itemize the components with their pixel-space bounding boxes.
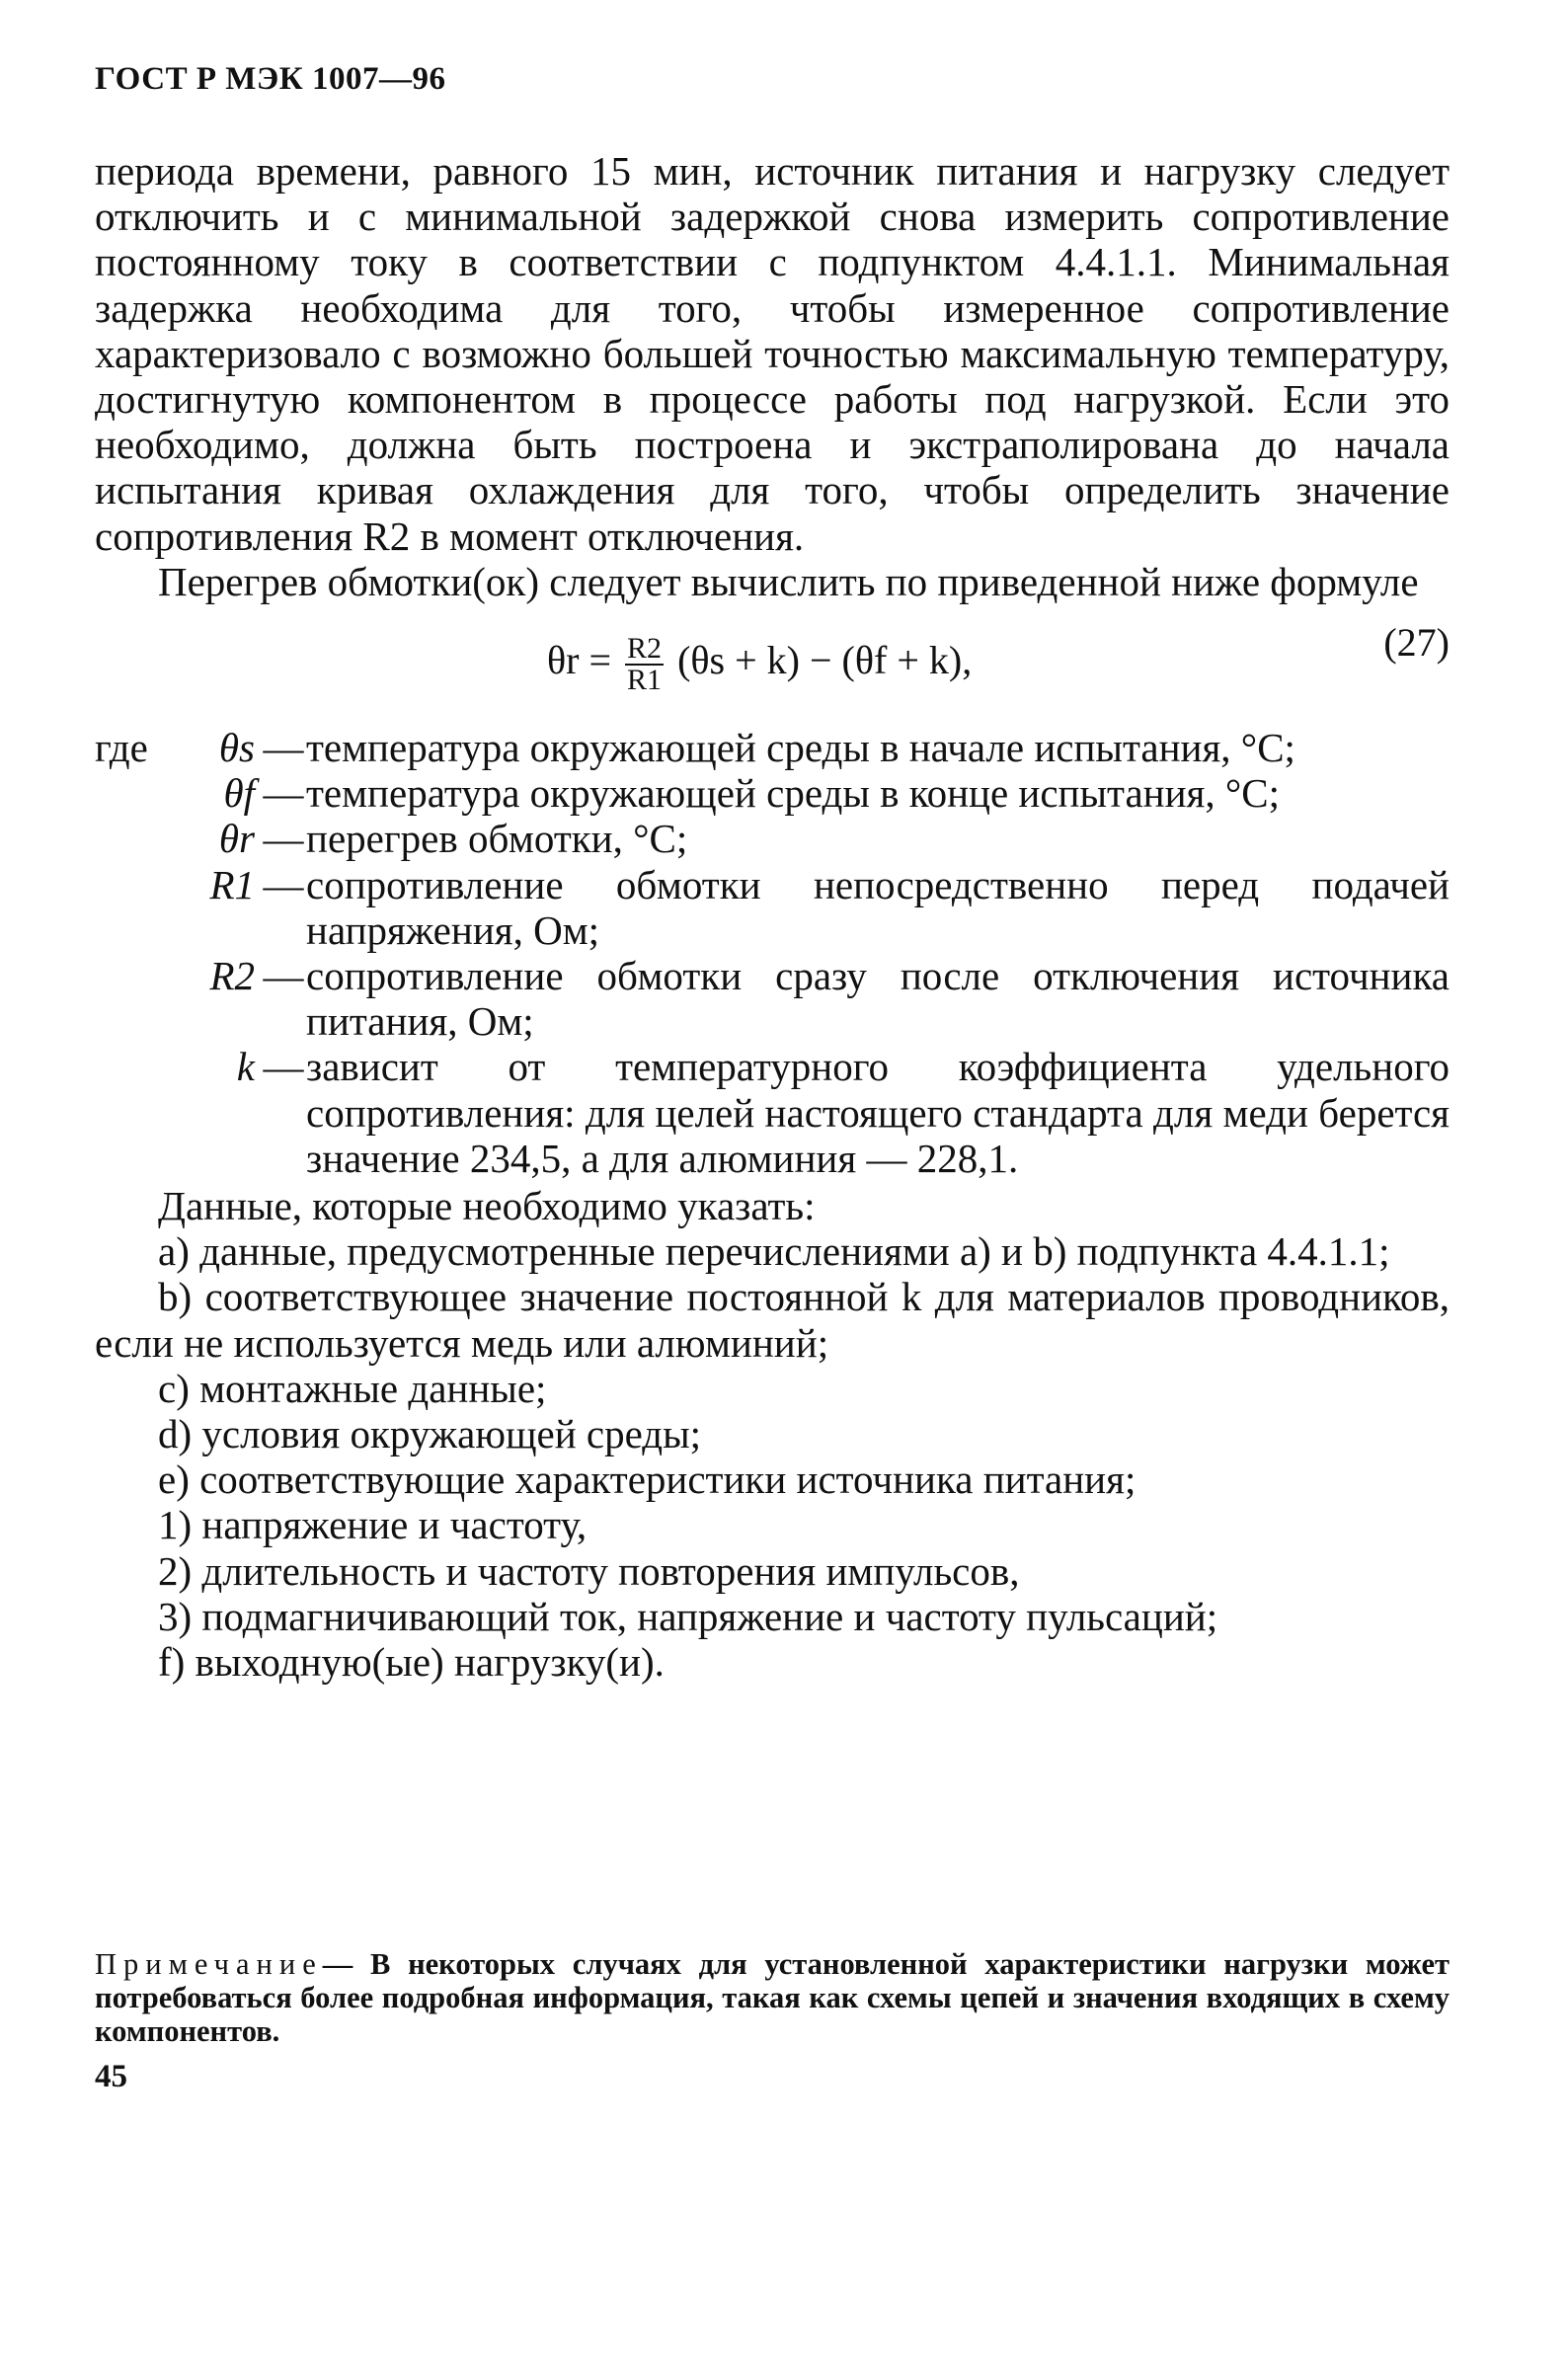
list-item: c) монтажные данные; — [158, 1365, 547, 1411]
data-list — [95, 1183, 1450, 1685]
legend-description: зависит от температурного коэффициента удельного сопротивления: для целей настоящего стандарта для меди берется значение 234,5, а для алюминия — 228,1. — [306, 1044, 1450, 1181]
list-item: b) соответствующее значение постоянной k для материалов проводников, если не используется медь или алюминий; — [95, 1274, 1450, 1366]
paragraph-formula-intro: Перегрев обмотки(ок) следует вычислить по приведенной ниже формуле — [158, 558, 1419, 604]
list-item: f) выходную(ые) нагрузку(и). — [158, 1639, 665, 1686]
legend-symbol: k — [236, 1044, 255, 1090]
legend-dash: — — [263, 725, 304, 771]
list-heading: Данные, которые необходимо указать: — [158, 1183, 816, 1229]
note-text: — В некоторых случаях для установленной характеристики нагрузки может потребоваться более подробная информация, такая как схемы цепей и значения входящих в схему компонентов. — [95, 1947, 1450, 2048]
formula-27 — [95, 612, 1450, 715]
body-text — [95, 148, 1450, 1685]
list-item: 1) напряжение и частоту, — [158, 1502, 588, 1548]
formula-legend — [95, 725, 1450, 1181]
formula-expression — [547, 634, 972, 695]
legend-symbol: R2 — [209, 953, 255, 999]
legend-dash: — — [263, 1044, 304, 1090]
list-item: a) данные, предусмотренные перечислениями a) и b) подпункта 4.4.1.1; — [158, 1228, 1390, 1275]
note-label: Примечание — [95, 1947, 323, 1981]
list-item: e) соответствующие характеристики источника питания; — [158, 1456, 1137, 1503]
legend-description: сопротивление обмотки непосредственно перед подачей напряжения, Ом; — [306, 861, 1450, 953]
note-block — [95, 1947, 1450, 2048]
legend-dash: — — [263, 861, 304, 907]
legend-symbol: θs — [218, 725, 255, 771]
legend-description: температура окружающей среды в начале испытания, °C; — [306, 725, 1295, 771]
formula-lhs: θr = — [547, 638, 612, 683]
legend-lead: где — [95, 725, 148, 771]
formula-rhs: (θs + k) − (θf + k), — [677, 638, 973, 683]
page-number: 45 — [95, 2059, 127, 2094]
list-item: 2) длительность и частоту повторения импульсов, — [158, 1547, 1020, 1594]
paragraph-continuation: периода времени, равного 15 мин, источник питания и нагрузку следует отключить и с минимальной задержкой снова измерить сопротивление постоянному току в соответствии с подпунктом 4.4.1.1. Минимальная задержка необходима для того, чтобы измеренное сопротивление характеризовало с возможно большей точностью максимальную температуру, достигнутую компонентом в процессе работы под нагрузкой. Если это необходимо, должна быть построена и экстраполирована до начала испытания кривая охлаждения для того, чтобы определить значение сопротивления R2 в момент отключения. — [95, 148, 1450, 559]
formula-fraction — [625, 634, 664, 695]
fraction-numerator: R2 — [627, 632, 663, 666]
list-item: 3) подмагничивающий ток, напряжение и частоту пульсаций; — [158, 1593, 1218, 1639]
legend-description: перегрев обмотки, °C; — [306, 816, 688, 862]
legend-dash: — — [263, 770, 304, 817]
formula-number: (27) — [1383, 620, 1450, 666]
legend-description: сопротивление обмотки сразу после отключения источника питания, Ом; — [306, 953, 1450, 1045]
list-item: d) условия окружающей среды; — [158, 1411, 702, 1457]
legend-symbol: θr — [218, 816, 255, 862]
legend-dash: — — [263, 816, 304, 862]
fraction-denominator: R1 — [627, 664, 663, 697]
legend-symbol: θf — [223, 770, 255, 817]
legend-symbol: R1 — [209, 861, 255, 907]
document-header: ГОСТ Р МЭК 1007—96 — [95, 61, 446, 97]
legend-description: температура окружающей среды в конце испытания, °C; — [306, 770, 1281, 817]
legend-dash: — — [263, 953, 304, 999]
